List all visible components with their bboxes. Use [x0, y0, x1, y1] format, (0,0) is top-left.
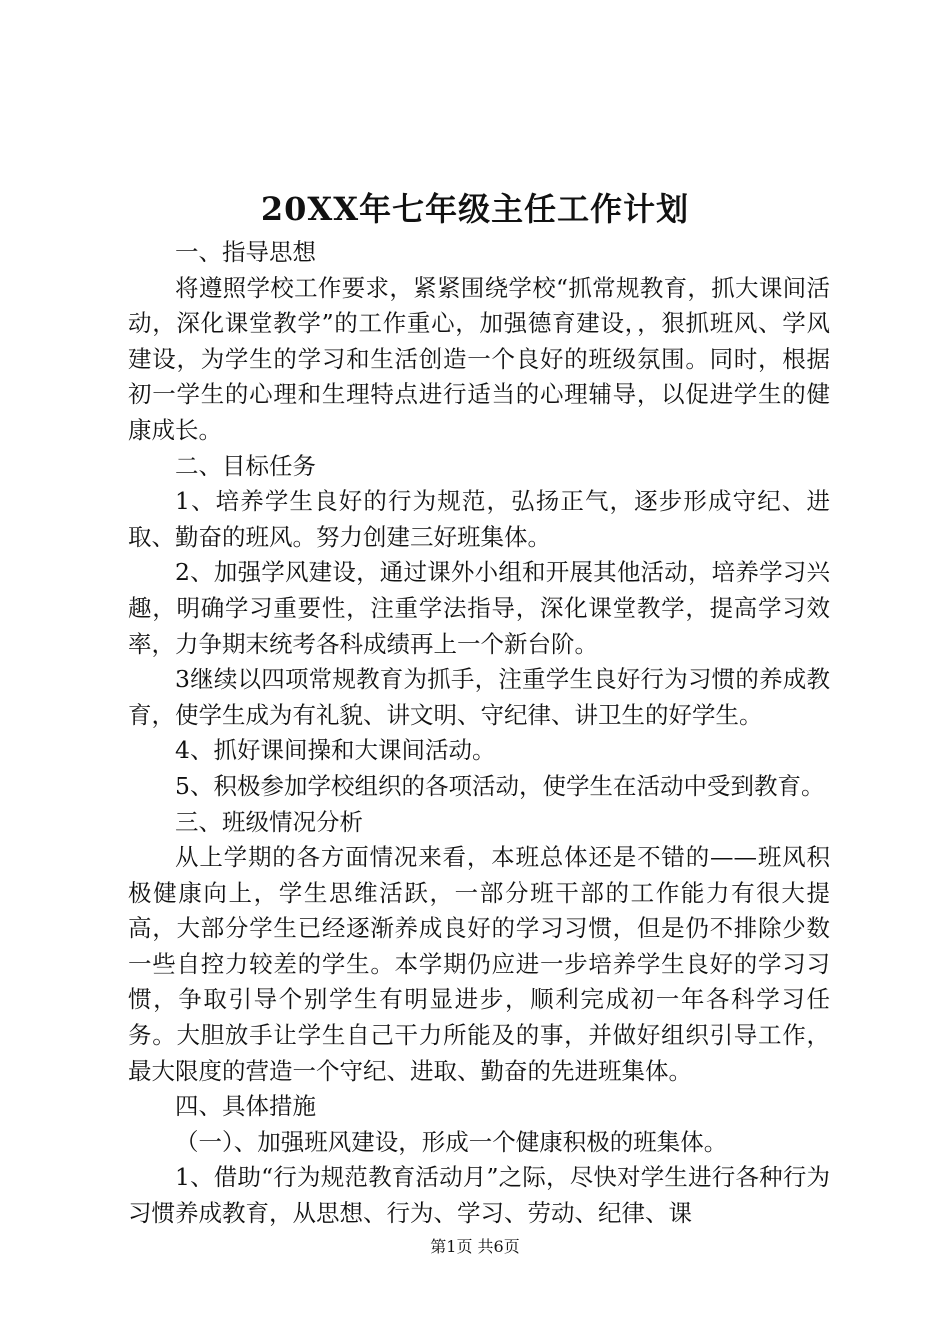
- document-title: 20XX年七年级主任工作计划: [260, 190, 690, 228]
- page-footer: 第1页 共6页: [430, 1237, 520, 1256]
- list-item: 3继续以四项常规教育为抓手，注重学生良好行为习惯的养成教育，使学生成为有礼貌、讲文明、守纪律、讲卫生的好学生。: [128, 665, 830, 729]
- heading-measures: 四、具体措施: [175, 1092, 316, 1121]
- subheading: （一）、加强班风建设，形成一个健康积极的班集体。: [175, 1127, 728, 1156]
- heading-goals-tasks: 二、目标任务: [175, 451, 316, 480]
- list-item: 1、培养学生良好的行为规范，弘扬正气，逐步形成守纪、进取、勤奋的班风。努力创建三好班集体。: [128, 487, 830, 551]
- paragraph: 从上学期的各方面情况来看，本班总体还是不错的——班风积极健康向上，学生思维活跃，一部分班干部的工作能力有很大提高，大部分学生已经逐渐养成良好的学习习惯，但是仍不排除少数一些自控力较差的学生。本学期仍应进一步培养学生良好的学习习惯，争取引导个别学生有明显进步，顺利完成初一年各科学习任务。大胆放手让学生自己干力所能及的事，并做好组织引导工作，最大限度的营造一个守纪、进取、勤奋的先进班集体。: [128, 843, 830, 1085]
- list-item: 5、积极参加学校组织的各项活动，使学生在活动中受到教育。: [175, 771, 825, 800]
- list-item: 2、加强学风建设，通过课外小组和开展其他活动，培养学习兴趣，明确学习重要性，注重学法指导，深化课堂教学，提高学习效率，力争期末统考各科成绩再上一个新台阶。: [128, 558, 830, 658]
- heading-guiding-ideology: 一、指导思想: [175, 238, 316, 266]
- document-body: [128, 235, 830, 1232]
- list-item: 1、借助“行为规范教育活动月”之际，尽快对学生进行各种行为习惯养成教育，从思想、行为、学习、劳动、纪律、课: [128, 1163, 830, 1228]
- list-item: 4、抓好课间操和大课间活动。: [175, 736, 496, 765]
- heading-class-analysis: 三、班级情况分析: [175, 807, 363, 836]
- paragraph: 将遵照学校工作要求，紧紧围绕学校“抓常规教育，抓大课间活动，深化课堂教学”的工作重心，加强德育建设，，狠抓班风、学风建设，为学生的学习和生活创造一个良好的班级氛围。同时，根据初一学生的心理和生理特点进行适当的心理辅导，以促进学生的健康成长。: [128, 273, 830, 444]
